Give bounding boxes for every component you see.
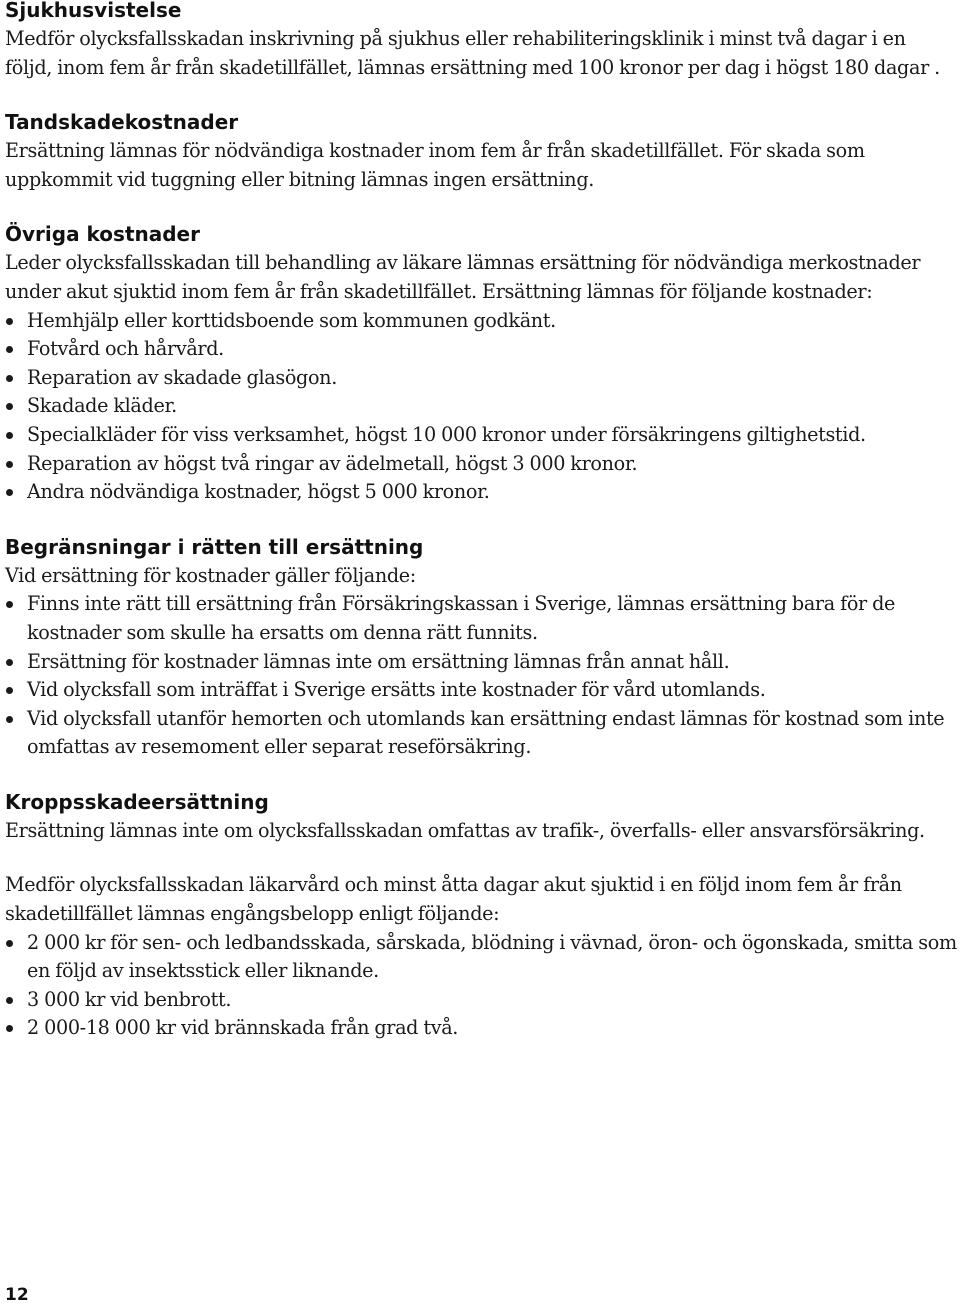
section-tandskadekostnader: [5, 108, 957, 194]
bullet-icon: [6, 687, 13, 694]
bullet-icon: [6, 403, 13, 410]
list-item: [5, 1014, 957, 1043]
section-heading: Sjukhusvistelse: [5, 0, 182, 22]
section-paragraph: Vid ersättning för kostnader gäller följande:: [5, 563, 416, 587]
list-item-text: Reparation av högst två ringar av ädelmetall, högst 3 000 kronor.: [27, 451, 638, 475]
list-item: [5, 392, 957, 421]
section-paragraph: Leder olycksfallsskadan till behandling av läkare lämnas ersättning för nödvändiga merkostnader under akut sjuktid inom fem år från skadetillfället. Ersättning lämnas för följande kostnader:: [5, 251, 921, 303]
bullet-list: [5, 929, 957, 1043]
list-item: [5, 590, 957, 647]
section-paragraph: Medför olycksfallsskadan inskrivning på sjukhus eller rehabiliteringsklinik i minst två dagar i en följd, inom fem år från skadetillfället, lämnas ersättning med 100 kronor per dag i högst 180 dagar .: [5, 27, 940, 79]
list-item-text: Andra nödvändiga kostnader, högst 5 000 kronor.: [27, 480, 490, 504]
list-item: [5, 676, 957, 705]
section-heading: Begränsningar i rätten till ersättning: [5, 534, 424, 559]
section-kroppsskadeersattning: [5, 788, 957, 1043]
section-begransningar: [5, 533, 957, 762]
list-item: [5, 421, 957, 450]
list-item-text: Reparation av skadade glasögon.: [27, 365, 337, 389]
bullet-icon: [6, 489, 13, 496]
list-item: [5, 648, 957, 677]
section-paragraph-second: Medför olycksfallsskadan läkarvård och minst åtta dagar akut sjuktid i en följd inom fem år från skadetillfället lämnas engångsbelopp enligt följande:: [5, 873, 902, 926]
page-number: 12: [5, 1285, 29, 1305]
list-item-text: Vid olycksfall utanför hemorten och utomlands kan ersättning endast lämnas för kostnad som inte omfattas av resemoment eller separat reseförsäkring.: [27, 706, 945, 759]
section-heading: Tandskadekostnader: [5, 110, 239, 135]
bullet-icon: [6, 601, 13, 608]
section-sjukhusvistelse: [5, 0, 957, 82]
list-item: [5, 929, 957, 986]
bullet-icon: [6, 716, 13, 723]
bullet-list: [5, 307, 957, 507]
section-heading: Övriga kostnader: [5, 222, 200, 247]
bullet-icon: [6, 659, 13, 666]
list-item-text: Hemhjälp eller korttidsboende som kommunen godkänt.: [27, 308, 556, 332]
list-item-text: Vid olycksfall som inträffat i Sverige ersätts inte kostnader för vård utomlands.: [27, 678, 766, 702]
bullet-list: [5, 590, 957, 762]
list-item-text: Finns inte rätt till ersättning från Försäkringskassan i Sverige, lämnas ersättning bara för de kostnader som skulle ha ersatts om denna rätt funnits.: [27, 592, 896, 644]
bullet-icon: [6, 997, 13, 1004]
list-item: [5, 705, 957, 762]
bullet-icon: [6, 346, 13, 353]
bullet-icon: [6, 375, 13, 382]
section-paragraph: Ersättning lämnas för nödvändiga kostnader inom fem år från skadetillfället. För skada som uppkommit vid tuggning eller bitning lämnas ingen ersättning.: [5, 139, 865, 191]
list-item-text: Ersättning för kostnader lämnas inte om ersättning lämnas från annat håll.: [27, 649, 730, 673]
bullet-icon: [6, 432, 13, 439]
list-item-text: Skadade kläder.: [27, 394, 177, 418]
bullet-icon: [6, 318, 13, 325]
list-item-text: Specialkläder för viss verksamhet, högst 10 000 kronor under försäkringens giltighetstid.: [27, 422, 866, 446]
bullet-icon: [6, 940, 13, 947]
list-item-text: 2 000 kr för sen- och ledbandsskada, sårskada, blödning i vävnad, öron- och ögonskada, smitta som en följd av insektsstick eller liknande.: [27, 930, 957, 983]
list-item-text: 2 000-18 000 kr vid brännskada från grad två.: [27, 1016, 459, 1040]
list-item-text: 3 000 kr vid benbrott.: [27, 987, 232, 1011]
section-heading: Kroppsskadeersättning: [5, 789, 269, 814]
list-item-text: Fotvård och hårvård.: [27, 337, 224, 361]
list-item: [5, 307, 957, 336]
list-item: [5, 478, 957, 507]
list-item: [5, 335, 957, 364]
list-item: [5, 450, 957, 479]
list-item: [5, 364, 957, 393]
list-item: [5, 986, 957, 1015]
bullet-icon: [6, 461, 13, 468]
section-paragraph: Ersättning lämnas inte om olycksfallsskadan omfattas av trafik-, överfalls- eller ansvarsförsäkring.: [5, 818, 925, 842]
bullet-icon: [6, 1025, 13, 1032]
document-page: [5, 0, 957, 1043]
section-ovriga-kostnader: [5, 220, 957, 506]
